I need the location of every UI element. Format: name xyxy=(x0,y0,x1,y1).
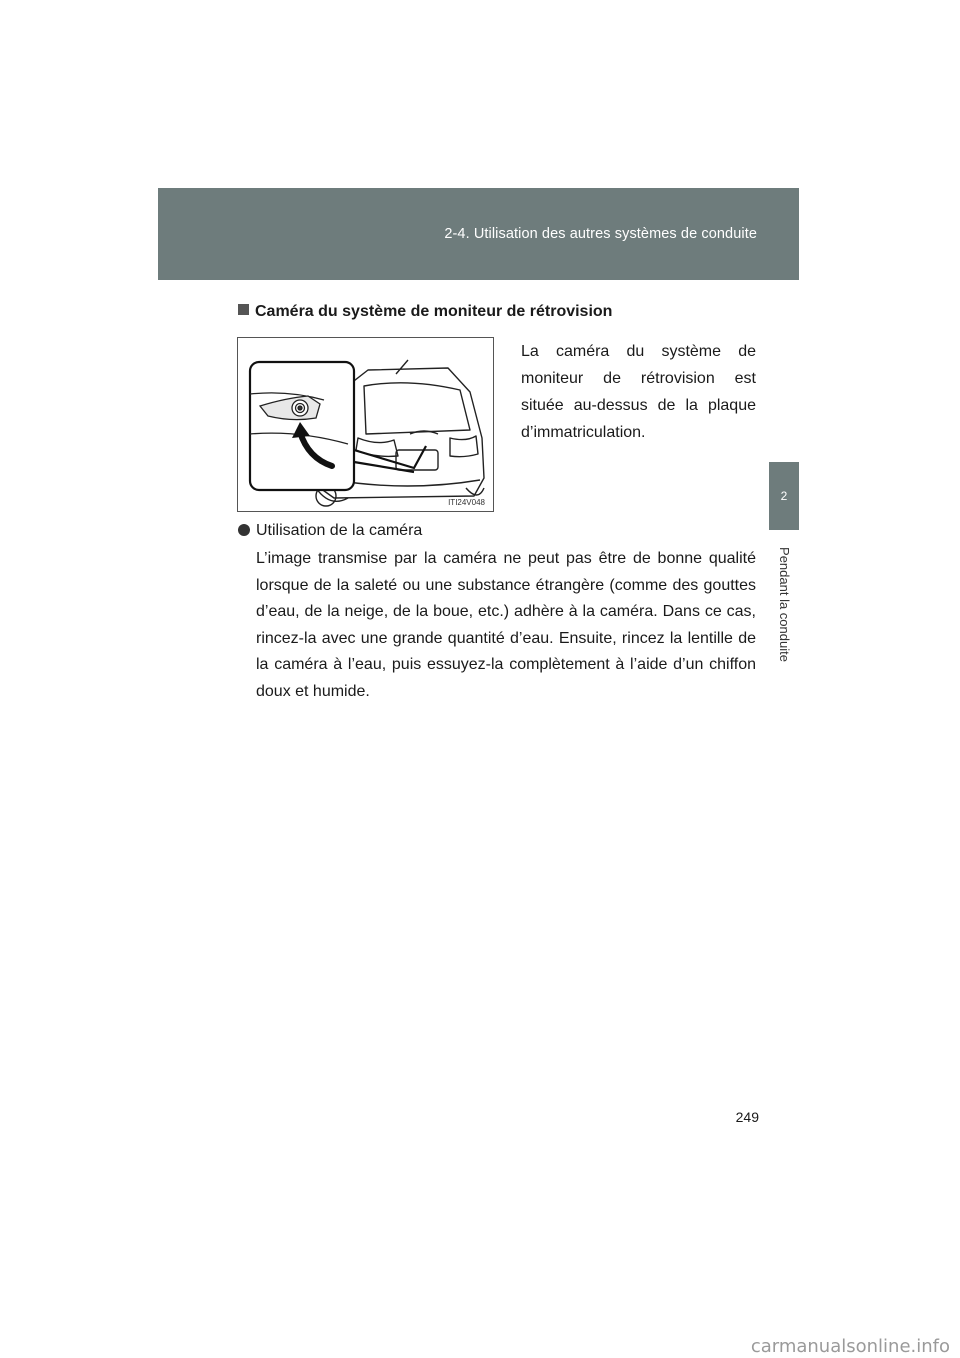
heading-square-icon xyxy=(238,304,249,315)
chapter-tab xyxy=(769,462,799,530)
section-heading-text: Caméra du système de moniteur de rétrovision xyxy=(255,303,613,320)
car-rear-illustration xyxy=(238,338,494,512)
bullet-heading-text: Utilisation de la caméra xyxy=(256,522,423,539)
intro-paragraph: La caméra du système de moniteur de rétrovision est située au-dessus de la plaque d’immatriculation. xyxy=(521,343,756,441)
chapter-title: Pendant la conduite xyxy=(776,546,792,662)
page-number: 249 xyxy=(735,1109,759,1125)
chapter-number: 2 xyxy=(780,489,788,503)
section-title: 2-4. Utilisation des autres systèmes de conduite xyxy=(444,226,757,242)
figure-code: ITI24V048 xyxy=(448,498,485,507)
section-heading xyxy=(238,303,612,321)
body-paragraph: L’image transmise par la caméra ne peut pas être de bonne qualité lorsque de la saleté ou une substance étrangère (comme des gouttes d’eau, de la neige, de la boue, etc.) adhère à la caméra. Dans ce cas, rincez-la avec une grande quantité d’eau. Ensuite, rincez la lentille de la caméra à l’eau, puis essuyez-la complètement à l’aide d’un chiffon doux et humide. xyxy=(256,550,756,700)
camera-location-figure xyxy=(237,337,494,512)
chapter-label xyxy=(769,535,799,673)
bullet-heading xyxy=(238,522,422,540)
header-band xyxy=(158,188,799,280)
watermark: carmanualsonline.info xyxy=(750,1336,950,1357)
bullet-dot-icon xyxy=(238,524,250,536)
